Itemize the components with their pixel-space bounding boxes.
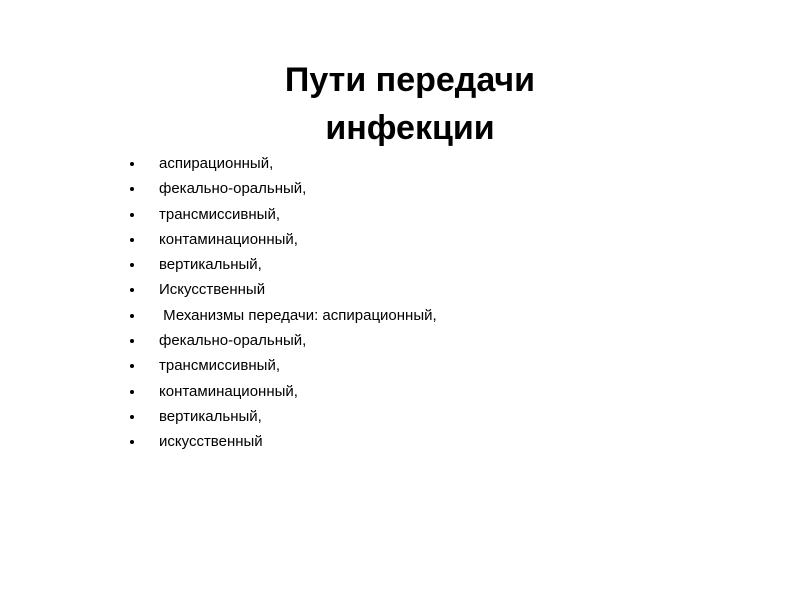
- list-item-text: контаминационный,: [159, 230, 298, 248]
- bullet-icon: [130, 339, 134, 343]
- bullet-icon: [130, 390, 134, 394]
- list-item: [130, 357, 730, 382]
- bullet-list: [130, 155, 730, 459]
- list-item-text: контаминационный,: [159, 382, 298, 400]
- bullet-icon: [130, 288, 134, 292]
- bullet-icon: [130, 415, 134, 419]
- list-item: [130, 231, 730, 256]
- title-line-2: инфекции: [325, 109, 495, 147]
- bullet-icon: [130, 364, 134, 368]
- bullet-icon: [130, 263, 134, 267]
- list-item: [130, 180, 730, 205]
- list-item: [130, 307, 730, 332]
- bullet-icon: [130, 440, 134, 444]
- bullet-icon: [130, 314, 134, 318]
- list-item-text: трансмиссивный,: [159, 205, 280, 223]
- list-item-text: вертикальный,: [159, 407, 262, 425]
- bullet-icon: [130, 213, 134, 217]
- list-item-text: Механизмы передачи: аспирационный,: [159, 306, 437, 324]
- list-item: [130, 155, 730, 180]
- bullet-icon: [130, 238, 134, 242]
- title-line-1: Пути передачи: [284, 61, 536, 99]
- list-item-text: фекально-оральный,: [159, 180, 307, 198]
- list-item: [130, 256, 730, 281]
- list-item: [130, 206, 730, 231]
- list-item: [130, 433, 730, 458]
- list-item: [130, 383, 730, 408]
- list-item: [130, 408, 730, 433]
- slide-title: [0, 56, 800, 152]
- list-item: [130, 281, 730, 306]
- list-item-text: трансмиссивный,: [159, 357, 280, 375]
- list-item-text: вертикальный,: [159, 256, 262, 274]
- bullet-icon: [130, 187, 134, 191]
- list-item-text: Искусственный: [159, 281, 266, 299]
- list-item-text: аспирационный,: [159, 155, 274, 172]
- list-item: [130, 332, 730, 357]
- bullet-icon: [130, 162, 134, 166]
- list-item-text: фекально-оральный,: [159, 332, 307, 350]
- list-item-text: искусственный: [159, 433, 263, 451]
